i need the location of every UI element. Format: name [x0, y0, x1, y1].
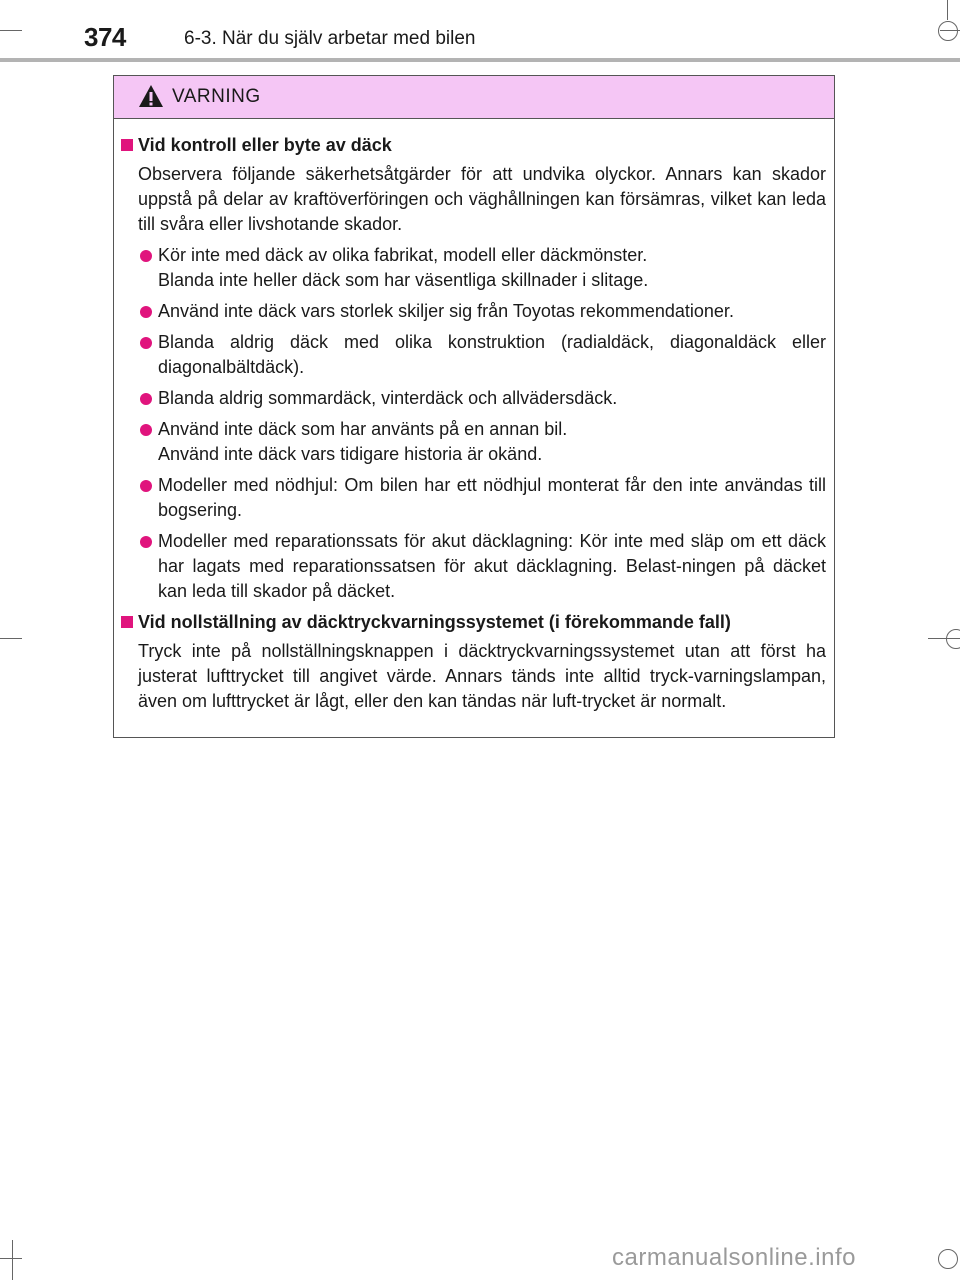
round-bullet-icon [140, 480, 152, 492]
section-intro: Observera följande säkerhetsåtgärder för att undvika olyckor. Annars kan skador uppstå på delar av kraftöverföringen och väghållningen kan försämras, vilket kan leda till svåra eller livshotande skador. [138, 164, 826, 234]
section-heading [114, 133, 826, 158]
list-item-text: Modeller med reparationssats för akut däcklagning: Kör inte med släp om ett däck har lagats med reparationssatsen för akut däcklagning. Belast-ningen på däcket kan leda till skador på däcket. [158, 531, 826, 601]
warning-header [114, 76, 834, 119]
warning-box [113, 75, 835, 738]
list-item [114, 243, 826, 293]
section-heading-text: Vid nollställning av däcktryckvarningssystemet (i förekommande fall) [138, 612, 731, 632]
section-title: 6-3. När du själv arbetar med bilen [184, 28, 476, 49]
list-item [114, 529, 826, 604]
list-item-text: Kör inte med däck av olika fabrikat, modell eller däckmönster. [158, 245, 648, 265]
list-item [114, 417, 826, 467]
round-bullet-icon [140, 306, 152, 318]
warning-title: VARNING [172, 86, 261, 107]
list-item [114, 386, 826, 411]
crop-mark [0, 638, 22, 639]
square-bullet-icon [121, 139, 133, 151]
list-item [114, 473, 826, 523]
list-item [114, 299, 826, 324]
round-bullet-icon [140, 536, 152, 548]
section-heading [114, 610, 826, 635]
round-bullet-icon [140, 393, 152, 405]
watermark: carmanualsonline.info [612, 1244, 856, 1271]
section-intro: Tryck inte på nollställningsknappen i däcktryckvarningssystemet utan att först ha justerat lufttrycket till angivet värde. Annars tänds inte alltid tryck-varningslampan, även om lufttrycket är lågt, eller den kan tändas när luft-trycket är normalt. [138, 641, 826, 711]
crop-mark [938, 1249, 958, 1269]
warning-triangle-icon [138, 84, 164, 108]
warning-body [114, 119, 834, 714]
list-item-text: Blanda aldrig däck med olika konstruktion (radialdäck, diagonaldäck eller diagonalbältdäck). [158, 332, 826, 377]
crop-mark [12, 1240, 13, 1280]
list-item-text: Använd inte däck vars storlek skiljer sig från Toyotas rekommendationer. [158, 301, 734, 321]
round-bullet-icon [140, 424, 152, 436]
crop-mark [938, 21, 958, 41]
round-bullet-icon [140, 337, 152, 349]
list-item-text: Blanda aldrig sommardäck, vinterdäck och allvädersdäck. [158, 388, 618, 408]
list-item [114, 330, 826, 380]
crop-mark [947, 0, 948, 20]
round-bullet-icon [140, 250, 152, 262]
header-divider [0, 58, 960, 62]
page-number: 374 [84, 22, 126, 52]
list-item-text: Modeller med nödhjul: Om bilen har ett nödhjul monterat får den inte användas till bogsering. [158, 475, 826, 520]
crop-mark [946, 629, 960, 649]
list-item-text: Använd inte däck som har använts på en annan bil. [158, 419, 568, 439]
list-item-text: Använd inte däck vars tidigare historia är okänd. [158, 444, 543, 464]
crop-mark [0, 1258, 22, 1259]
section-heading-text: Vid kontroll eller byte av däck [138, 135, 392, 155]
square-bullet-icon [121, 616, 133, 628]
crop-mark [0, 30, 22, 31]
list-item-text: Blanda inte heller däck som har väsentliga skillnader i slitage. [158, 270, 649, 290]
